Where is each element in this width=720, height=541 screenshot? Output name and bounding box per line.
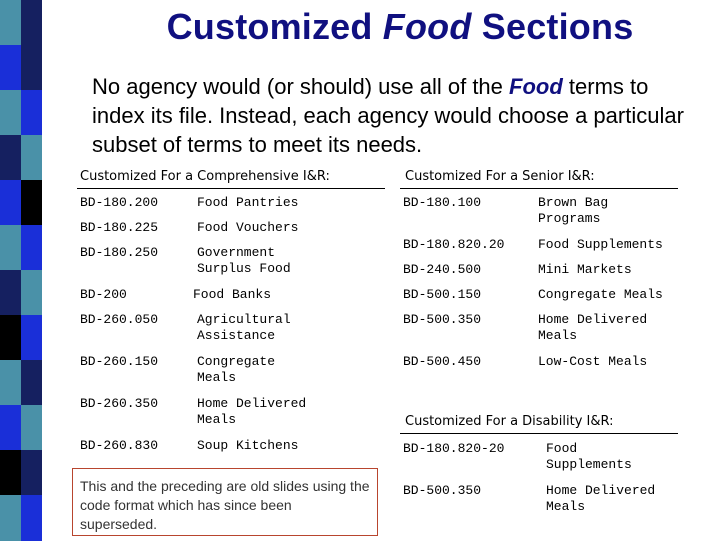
strip-block: [0, 0, 21, 46]
strip-block: [0, 225, 21, 271]
strip-block: [0, 450, 21, 496]
strip-block: [0, 495, 21, 541]
comprehensive-heading-rule: [77, 188, 385, 189]
comprehensive-row-description: Agricultural Assistance: [197, 312, 291, 343]
strip-block: [21, 405, 42, 451]
disability-heading: Customized For a Disability I&R:: [405, 414, 614, 429]
senior-row-code: BD-500.150: [403, 287, 482, 302]
strip-block: [21, 90, 42, 136]
strip-block: [21, 450, 42, 496]
disability-row-description: Food Supplements: [546, 441, 632, 472]
strip-block: [0, 360, 21, 406]
senior-row-description: Brown Bag Programs: [538, 195, 609, 226]
strip-block: [0, 45, 21, 91]
strip-block: [21, 495, 42, 541]
comprehensive-row-code: BD-260.050: [80, 312, 159, 327]
strip-block: [0, 270, 21, 316]
strip-block: [21, 270, 42, 316]
senior-row-description: Food Supplements: [538, 237, 663, 252]
senior-row-description: Mini Markets: [538, 262, 632, 277]
strip-block: [0, 180, 21, 226]
comprehensive-row-description: Government Surplus Food: [197, 245, 291, 276]
disability-heading-rule: [400, 433, 678, 434]
strip-block: [21, 45, 42, 91]
senior-heading-rule: [400, 188, 678, 189]
comprehensive-row-description: Food Banks: [193, 287, 272, 302]
senior-row-code: BD-500.350: [403, 312, 482, 327]
comprehensive-row-code: BD-200: [80, 287, 127, 302]
comprehensive-row-description: Congregate Meals: [197, 354, 276, 385]
comprehensive-row-code: BD-180.200: [80, 195, 159, 210]
strip-block: [0, 315, 21, 361]
decorative-color-strip: [0, 0, 42, 540]
senior-row-code: BD-180.100: [403, 195, 482, 210]
slide-title: Customized Food Sections: [166, 6, 634, 47]
strip-block: [21, 225, 42, 271]
strip-block: [0, 90, 21, 136]
comprehensive-row-description: Soup Kitchens: [197, 438, 299, 453]
disability-row-description: Home Delivered Meals: [546, 483, 656, 514]
senior-heading: Customized For a Senior I&R:: [405, 169, 595, 184]
strip-block: [21, 315, 42, 361]
comprehensive-row-description: Home Delivered Meals: [197, 396, 307, 427]
strip-block: [21, 180, 42, 226]
footnote-box: This and the preceding are old slides using the code format which has since been superseded.: [72, 468, 378, 536]
senior-row-description: Low-Cost Meals: [538, 354, 648, 369]
comprehensive-row-code: BD-260.830: [80, 438, 159, 453]
comprehensive-row-code: BD-180.250: [80, 245, 159, 260]
comprehensive-row-code: BD-260.350: [80, 396, 159, 411]
comprehensive-row-description: Food Vouchers: [197, 220, 299, 235]
senior-row-code: BD-240.500: [403, 262, 482, 277]
senior-row-code: BD-180.820.20: [403, 237, 505, 252]
comprehensive-heading: Customized For a Comprehensive I&R:: [80, 169, 330, 184]
senior-row-code: BD-500.450: [403, 354, 482, 369]
comprehensive-row-code: BD-180.225: [80, 220, 159, 235]
senior-row-description: Congregate Meals: [538, 287, 663, 302]
comprehensive-row-code: BD-260.150: [80, 354, 159, 369]
strip-block: [0, 135, 21, 181]
disability-row-code: BD-500.350: [403, 483, 482, 498]
strip-block: [21, 0, 42, 46]
comprehensive-row-description: Food Pantries: [197, 195, 299, 210]
disability-row-code: BD-180.820-20: [403, 441, 505, 456]
senior-row-description: Home Delivered Meals: [538, 312, 648, 343]
strip-block: [21, 360, 42, 406]
intro-paragraph: No agency would (or should) use all of the Food terms to index its file. Instead, each agency would choose a particular subset of terms to meet its needs.: [92, 74, 684, 157]
strip-block: [0, 405, 21, 451]
strip-block: [21, 135, 42, 181]
